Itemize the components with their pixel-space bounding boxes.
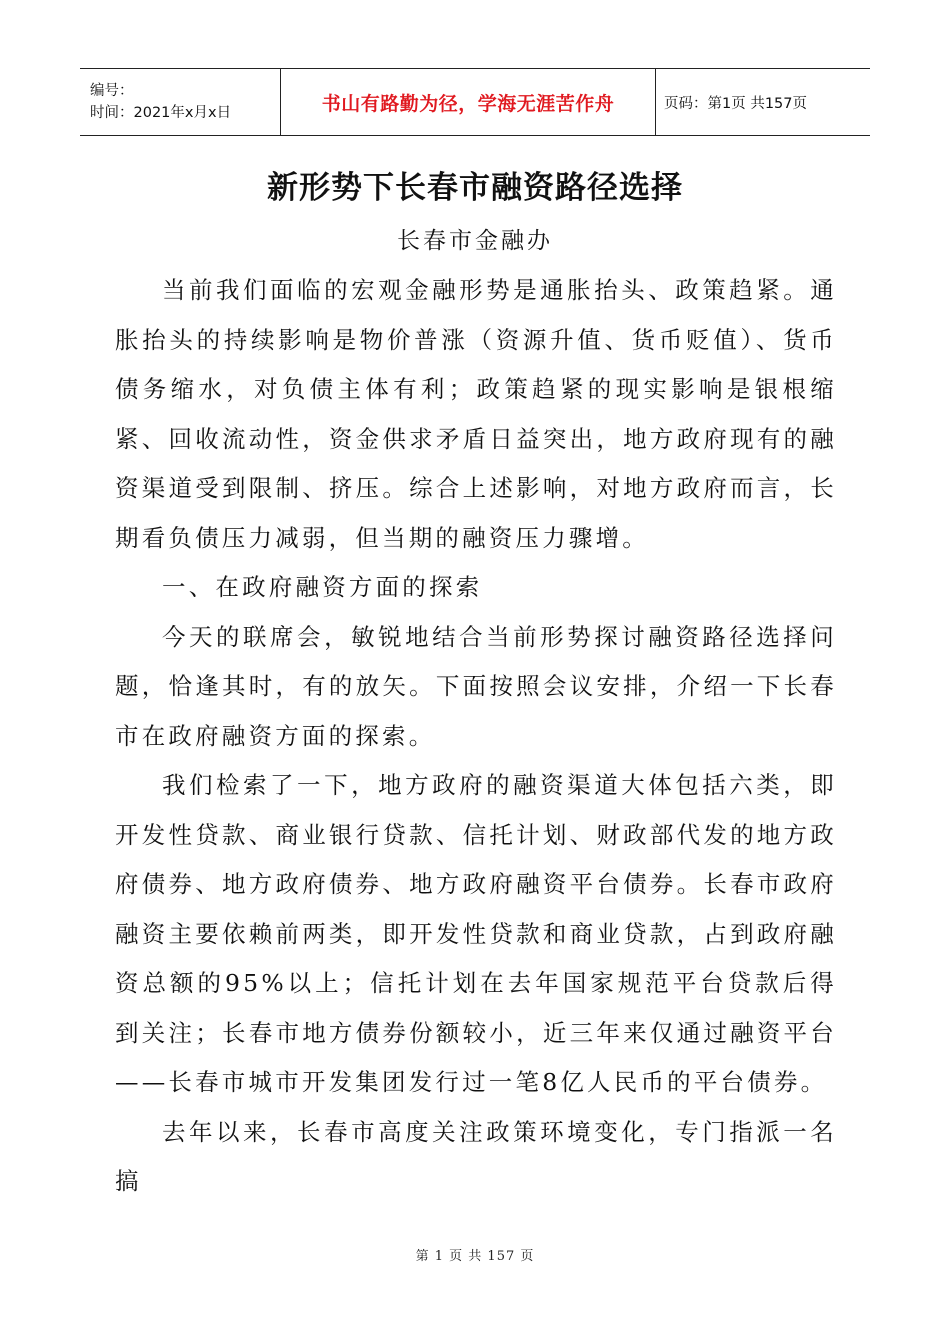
header-page-info: 页码：第1页 共157页 xyxy=(664,95,808,112)
document-organization: 长春市金融办 xyxy=(397,228,553,254)
header-number-label: 编号： xyxy=(90,83,134,99)
header-page-cell xyxy=(656,69,870,135)
page-footer: 第 1 页 共 157 页 xyxy=(415,1249,535,1264)
document-header-table xyxy=(80,68,870,136)
header-time-label: 时间：2021年x月x日 xyxy=(90,105,232,121)
section-heading: 一、在政府融资方面的探索 xyxy=(162,573,483,601)
header-motto-cell xyxy=(281,69,656,135)
header-motto: 书山有路勤为径，学海无涯苦作舟 xyxy=(321,92,615,115)
paragraph: 去年以来，长春市高度关注政策环境变化，专门指派一名搞 xyxy=(115,1117,837,1195)
paragraph: 我们检索了一下，地方政府的融资渠道大体包括六类，即开发性贷款、商业银行贷款、信托计划、财政部代发的地方政府债券、地方政府债券、地方政府融资平台债券。长春市政府融资主要依赖前两类，即开发性贷款和商业贷款，占到政府融资总额的95%以上；信托计划在去年国家规范平台贷款后得到关注；长春市地方债券份额较小，近三年来仅通过融资平台——长春市城市开发集团发行过一笔8亿人民币的平台债券。 xyxy=(115,771,837,1096)
paragraph: 今天的联席会，敏锐地结合当前形势探讨融资路径选择问题，恰逢其时，有的放矢。下面按照会议安排，介绍一下长春市在政府融资方面的探索。 xyxy=(115,622,837,750)
header-meta-cell xyxy=(80,69,281,135)
paragraph: 当前我们面临的宏观金融形势是通胀抬头、政策趋紧。通胀抬头的持续影响是物价普涨（资源升值、货币贬值）、货币债务缩水，对负债主体有利；政策趋紧的现实影响是银根缩紧、回收流动性，资金供求矛盾日益突出，地方政府现有的融资渠道受到限制、挤压。综合上述影响，对地方政府而言，长期看负债压力减弱，但当期的融资压力骤增。 xyxy=(115,276,837,552)
document-title: 新形势下长春市融资路径选择 xyxy=(267,170,683,206)
document-body xyxy=(115,266,837,1207)
